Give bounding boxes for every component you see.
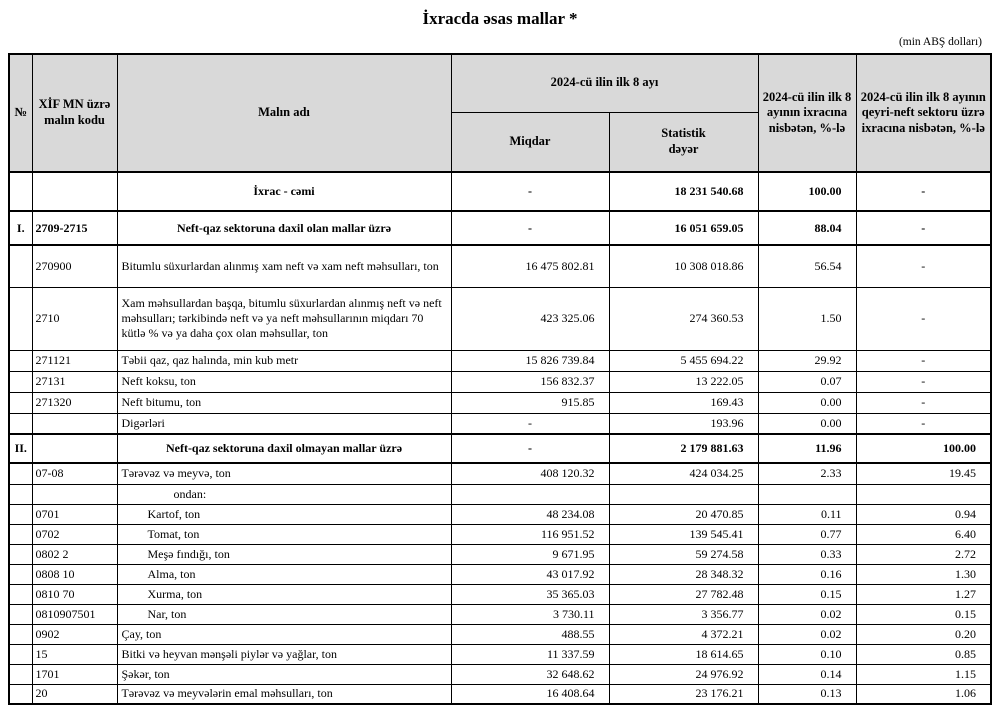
cell-code: 0702 (32, 524, 117, 544)
cell-share-nonoil: 1.30 (856, 564, 991, 584)
cell-name: Şəkər, ton (117, 664, 451, 684)
cell-code: 0808 10 (32, 564, 117, 584)
cell-share-total: 0.77 (758, 524, 856, 544)
cell-no (9, 604, 32, 624)
cell-share-nonoil: - (856, 371, 991, 392)
cell-name: ondan: (117, 484, 451, 504)
cell-code: 27131 (32, 371, 117, 392)
cell-code (32, 172, 117, 211)
table-row (9, 564, 991, 584)
cell-quantity: 9 671.95 (451, 544, 609, 564)
page-title: İxracda əsas mallar * (422, 9, 578, 28)
cell-no (9, 484, 32, 504)
unit-note: (min ABŞ dolları) (898, 36, 982, 48)
table-row (9, 544, 991, 564)
cell-quantity: 16 475 802.81 (451, 245, 609, 287)
cell-stat-value: 5 455 694.22 (609, 350, 758, 371)
cell-stat-value: 169.43 (609, 392, 758, 413)
cell-code: 07-08 (32, 463, 117, 484)
cell-quantity: 915.85 (451, 392, 609, 413)
cell-name: Kartof, ton (117, 504, 451, 524)
cell-quantity: 408 120.32 (451, 463, 609, 484)
cell-quantity: 43 017.92 (451, 564, 609, 584)
cell-share-nonoil (856, 484, 991, 504)
cell-share-total (758, 484, 856, 504)
cell-stat-value: 18 231 540.68 (609, 172, 758, 211)
cell-share-total: 29.92 (758, 350, 856, 371)
cell-stat-value: 10 308 018.86 (609, 245, 758, 287)
cell-quantity: 16 408.64 (451, 684, 609, 704)
cell-name: Neft-qaz sektoruna daxil olan mallar üzrə (117, 211, 451, 245)
cell-name: Tomat, ton (117, 524, 451, 544)
cell-share-total: 100.00 (758, 172, 856, 211)
cell-name: Neft-qaz sektoruna daxil olmayan mallar üzrə (117, 434, 451, 463)
cell-quantity: 32 648.62 (451, 664, 609, 684)
table-row (9, 245, 991, 287)
cell-share-nonoil: 1.15 (856, 664, 991, 684)
cell-name: Tərəvəz və meyvələrin emal məhsulları, ton (117, 684, 451, 704)
cell-share-nonoil: 1.06 (856, 684, 991, 704)
cell-share-total: 0.10 (758, 644, 856, 664)
cell-code (32, 484, 117, 504)
table-row (9, 484, 991, 504)
cell-share-nonoil: - (856, 287, 991, 350)
table-row (9, 524, 991, 544)
cell-no (9, 624, 32, 644)
cell-share-total: 2.33 (758, 463, 856, 484)
cell-share-total: 1.50 (758, 287, 856, 350)
cell-share-total: 11.96 (758, 434, 856, 463)
cell-stat-value: 3 356.77 (609, 604, 758, 624)
cell-share-total: 88.04 (758, 211, 856, 245)
cell-stat-value: 139 545.41 (609, 524, 758, 544)
cell-name: Çay, ton (117, 624, 451, 644)
cell-code (32, 434, 117, 463)
cell-code: 2710 (32, 287, 117, 350)
cell-share-total: 0.02 (758, 624, 856, 644)
header-quantity: Miqdar (451, 112, 609, 172)
cell-share-nonoil: - (856, 172, 991, 211)
cell-quantity: 15 826 739.84 (451, 350, 609, 371)
cell-share-nonoil: - (856, 413, 991, 434)
cell-no: II. (9, 434, 32, 463)
header-stat-value (609, 112, 758, 172)
cell-stat-value: 4 372.21 (609, 624, 758, 644)
cell-code: 0802 2 (32, 544, 117, 564)
cell-share-total: 0.13 (758, 684, 856, 704)
cell-quantity: - (451, 434, 609, 463)
cell-stat-value: 18 614.65 (609, 644, 758, 664)
cell-name: Meşə fındığı, ton (117, 544, 451, 564)
cell-stat-value: 193.96 (609, 413, 758, 434)
cell-share-total: 0.07 (758, 371, 856, 392)
cell-share-nonoil: 100.00 (856, 434, 991, 463)
cell-quantity: - (451, 413, 609, 434)
cell-share-total: 0.00 (758, 392, 856, 413)
cell-stat-value: 23 176.21 (609, 684, 758, 704)
cell-share-nonoil: - (856, 245, 991, 287)
cell-name: Bitumlu süxurlardan alınmış xam neft və xam neft məhsulları, ton (117, 245, 451, 287)
table-row (9, 584, 991, 604)
table-row (9, 413, 991, 434)
cell-quantity: 48 234.08 (451, 504, 609, 524)
cell-share-nonoil: 0.20 (856, 624, 991, 644)
cell-share-total: 0.14 (758, 664, 856, 684)
table-row (9, 664, 991, 684)
cell-no (9, 287, 32, 350)
exports-table (8, 53, 992, 705)
table-body (9, 172, 991, 704)
cell-share-nonoil: - (856, 350, 991, 371)
cell-code: 271121 (32, 350, 117, 371)
table-row (9, 624, 991, 644)
cell-stat-value: 13 222.05 (609, 371, 758, 392)
cell-share-total: 56.54 (758, 245, 856, 287)
table-row (9, 463, 991, 484)
cell-quantity: 488.55 (451, 624, 609, 644)
cell-share-nonoil: 2.72 (856, 544, 991, 564)
cell-name: Neft koksu, ton (117, 371, 451, 392)
cell-quantity: 35 365.03 (451, 584, 609, 604)
cell-share-total: 0.11 (758, 504, 856, 524)
header-period: 2024-cü ilin ilk 8 ayı (451, 54, 758, 112)
cell-name: Digərləri (117, 413, 451, 434)
cell-stat-value: 24 976.92 (609, 664, 758, 684)
cell-quantity: - (451, 172, 609, 211)
cell-name: Xam məhsullardan başqa, bitumlu süxurlardan alınmış neft və neft məhsulları; tərkibində neft və ya neft məhsullarının miqdarı 70 kütlə % və ya daha çox olan məhsullar, ton (117, 287, 451, 350)
cell-quantity (451, 484, 609, 504)
cell-share-total: 0.02 (758, 604, 856, 624)
cell-no (9, 684, 32, 704)
cell-stat-value (609, 484, 758, 504)
header-code: XİF MN üzrə malın kodu (32, 54, 117, 172)
table-header (9, 54, 991, 172)
cell-name: Bitki və heyvan mənşəli piylər və yağlar, ton (117, 644, 451, 664)
header-share-total: 2024-cü ilin ilk 8 ayının ixracına nisbətən, %-lə (758, 54, 856, 172)
cell-share-nonoil: 0.15 (856, 604, 991, 624)
cell-name: İxrac - cəmi (117, 172, 451, 211)
cell-share-total: 0.16 (758, 564, 856, 584)
cell-name: Təbii qaz, qaz halında, min kub metr (117, 350, 451, 371)
table-row (9, 172, 991, 211)
cell-share-nonoil: 19.45 (856, 463, 991, 484)
cell-no (9, 664, 32, 684)
cell-code: 1701 (32, 664, 117, 684)
cell-no (9, 172, 32, 211)
cell-code: 270900 (32, 245, 117, 287)
cell-quantity: 156 832.37 (451, 371, 609, 392)
cell-stat-value: 424 034.25 (609, 463, 758, 484)
cell-no (9, 245, 32, 287)
cell-name: Xurma, ton (117, 584, 451, 604)
cell-stat-value: 274 360.53 (609, 287, 758, 350)
cell-no (9, 524, 32, 544)
cell-share-nonoil: 1.27 (856, 584, 991, 604)
cell-no (9, 413, 32, 434)
cell-stat-value: 2 179 881.63 (609, 434, 758, 463)
table-row (9, 350, 991, 371)
table-row (9, 287, 991, 350)
cell-no (9, 564, 32, 584)
cell-code: 0902 (32, 624, 117, 644)
cell-name: Neft bitumu, ton (117, 392, 451, 413)
cell-stat-value: 16 051 659.05 (609, 211, 758, 245)
cell-no (9, 504, 32, 524)
header-no: № (9, 54, 32, 172)
table-row (9, 504, 991, 524)
cell-name: Alma, ton (117, 564, 451, 584)
header-name: Malın adı (117, 54, 451, 172)
cell-code (32, 413, 117, 434)
cell-no (9, 644, 32, 664)
table-row (9, 644, 991, 664)
cell-stat-value: 28 348.32 (609, 564, 758, 584)
cell-no (9, 392, 32, 413)
cell-name: Tərəvəz və meyvə, ton (117, 463, 451, 484)
header-share-nonoil: 2024-cü ilin ilk 8 ayının qeyri-neft sektoru üzrə ixracına nisbətən, %-lə (856, 54, 991, 172)
cell-share-total: 0.15 (758, 584, 856, 604)
cell-stat-value: 27 782.48 (609, 584, 758, 604)
cell-stat-value: 59 274.58 (609, 544, 758, 564)
cell-code: 15 (32, 644, 117, 664)
cell-quantity: - (451, 211, 609, 245)
cell-stat-value: 20 470.85 (609, 504, 758, 524)
cell-code: 0701 (32, 504, 117, 524)
cell-code: 2709-2715 (32, 211, 117, 245)
cell-no (9, 371, 32, 392)
cell-share-total: 0.00 (758, 413, 856, 434)
cell-share-nonoil: 0.94 (856, 504, 991, 524)
cell-no (9, 463, 32, 484)
cell-quantity: 423 325.06 (451, 287, 609, 350)
cell-code: 0810907501 (32, 604, 117, 624)
table-row (9, 604, 991, 624)
cell-code: 271320 (32, 392, 117, 413)
cell-share-nonoil: - (856, 392, 991, 413)
cell-quantity: 11 337.59 (451, 644, 609, 664)
cell-quantity: 3 730.11 (451, 604, 609, 624)
cell-share-nonoil: 6.40 (856, 524, 991, 544)
cell-no (9, 584, 32, 604)
cell-name: Nar, ton (117, 604, 451, 624)
cell-quantity: 116 951.52 (451, 524, 609, 544)
header-row-top (9, 54, 991, 112)
cell-code: 20 (32, 684, 117, 704)
cell-share-nonoil: - (856, 211, 991, 245)
table-row (9, 684, 991, 704)
header-stat-value-label: Statistik dəyər (661, 126, 706, 156)
table-row (9, 211, 991, 245)
cell-no (9, 350, 32, 371)
table-row (9, 371, 991, 392)
cell-code: 0810 70 (32, 584, 117, 604)
cell-share-nonoil: 0.85 (856, 644, 991, 664)
table-row (9, 434, 991, 463)
table-row (9, 392, 991, 413)
cell-share-total: 0.33 (758, 544, 856, 564)
cell-no: I. (9, 211, 32, 245)
cell-no (9, 544, 32, 564)
